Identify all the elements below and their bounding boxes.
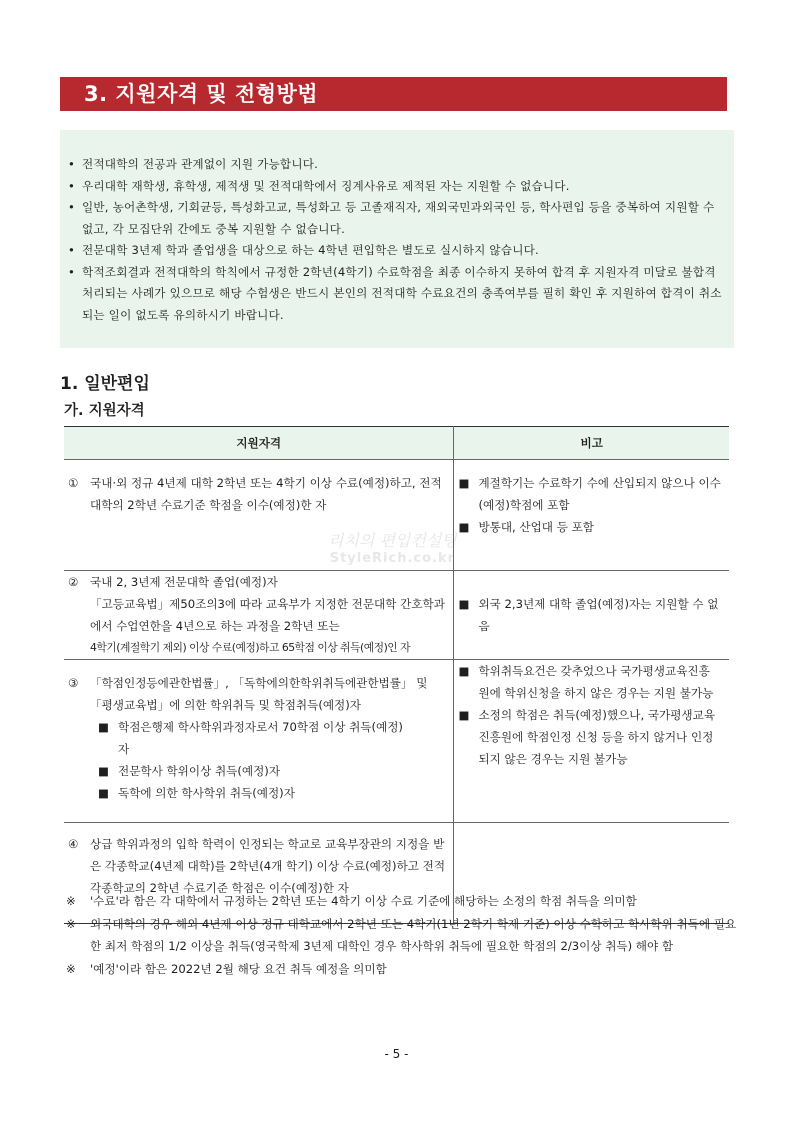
- watermark-line: 리치의 편입컨설팅: [328, 531, 457, 550]
- footnote: [64, 958, 744, 981]
- heading-general-transfer: 1. 일반편입: [60, 374, 150, 394]
- table-row: [64, 460, 729, 571]
- square-bullet-icon: ■: [458, 708, 470, 722]
- square-bullet-icon: ■: [458, 476, 470, 490]
- footnote-text: 외국대학의 경우 해외 4년제 이상 정규 대학교에서 2학년 또는 4학기(1년 2학기 학제 기준) 이상 수학하고 학사학위 취득에 필요한 최저 학점의 1/2 이상을 취득(영국학제 3년제 대학인 경우 학사학위 취득에 필요한 학점의 2/3이상 취득) 해야 함: [90, 916, 737, 953]
- remarks-cell: [454, 571, 729, 660]
- qualification-cell: [64, 571, 454, 660]
- heading-qualifications: 가. 지원자격: [64, 403, 145, 419]
- row-number: ③: [68, 676, 79, 690]
- reference-mark-icon: ※: [66, 961, 76, 976]
- remarks-cell: [454, 460, 729, 571]
- reference-mark-icon: ※: [66, 894, 76, 908]
- header-remarks: 비고: [454, 427, 729, 460]
- notice-item: • 학적조회결과 전적대학의 학칙에서 규정한 2학년(4학기) 수료학점을 최종 이수하지 못하여 합격 후 지원자격 미달로 불합격 처리되는 사례가 있으므로 해당 수험생은 반드시 본인의 전적대학 수료요건의 충족여부를 필히 확인 후 지원하여 합격이 취소되는 일이 없도록 유의하시기 바랍니다.: [68, 262, 724, 327]
- square-bullet-icon: ■: [458, 664, 470, 678]
- footnote-text: '수료'라 함은 각 대학에서 규정하는 2학년 또는 4학기 이상 수료 기준에 해당하는 소정의 학점 취득을 의미함: [90, 894, 637, 908]
- sub-item-text: 전문학사 학위이상 취득(예정)자: [118, 764, 281, 778]
- square-bullet-icon: ■: [98, 720, 109, 734]
- table-row: [64, 571, 729, 660]
- remark-text: 방통대, 산업대 등 포함: [478, 520, 594, 534]
- notice-item: • 전적대학의 전공과 관계없이 지원 가능합니다.: [68, 154, 724, 176]
- reference-mark-icon: ※: [66, 916, 76, 931]
- qualification-text: 국내·외 정규 4년제 대학 2학년 또는 4학기 이상 수료(예정)하고, 전적대학의 2학년 수료기준 학점을 이수(예정)한 자: [90, 476, 442, 512]
- square-bullet-icon: ■: [98, 764, 109, 778]
- notice-item: • 전문대학 3년제 학과 졸업생을 대상으로 하는 4학년 편입학은 별도로 실시하지 않습니다.: [68, 240, 724, 262]
- row-number: ①: [68, 476, 79, 490]
- qualification-text: 「학점인정등에관한법률」, 「독학에의한학위취득에관한법률」 및 「평생교육법」에 의한 학위취득 및 학점취득(예정)자: [90, 676, 428, 712]
- row-number: ②: [68, 575, 79, 589]
- square-bullet-icon: ■: [458, 597, 470, 611]
- qualification-cell: [64, 460, 454, 571]
- watermark-line: StyleRich.co.kr: [329, 551, 456, 566]
- footnote: [64, 913, 744, 958]
- notice-item: • 우리대학 재학생, 휴학생, 제적생 및 전적대학에서 징계사유로 제적된 자는 지원할 수 없습니다.: [68, 176, 724, 198]
- qualification-text: 4학기(계절학기 제외) 이상 수료(예정)하고 65학점 이상 취득(예정)인 자: [90, 641, 411, 654]
- table-row: [64, 660, 729, 823]
- qualification-text: 상급 학위과정의 입학 학력이 인정되는 학교로 교육부장관의 지정을 받은 각종학교(4년제 대학)를 2학년(4개 학기) 이상 수료(예정)하고 전적 각종학교의 2학년 수료기준 학점은 이수(예정)한 자: [90, 837, 446, 895]
- sub-item-text: 학점은행제 학사학위과정자로서 70학점 이상 취득(예정)자: [118, 720, 403, 756]
- page-number: - 5 -: [384, 1047, 409, 1061]
- qualification-text: 「고등교육법」제50조의3에 따라 교육부가 지정한 전문대학 간호학과에서 수업연한을 4년으로 하는 과정을 2학년 또는: [90, 597, 445, 633]
- sub-item-text: 독학에 의한 학사학위 취득(예정)자: [118, 786, 295, 800]
- qualification-cell: [64, 660, 454, 823]
- remark-text: 외국 2,3년제 대학 졸업(예정)자는 지원할 수 없음: [478, 597, 719, 633]
- header-qualification: 지원자격: [64, 427, 454, 460]
- qualification-text: 국내 2, 3년제 전문대학 졸업(예정)자: [90, 575, 278, 589]
- qualifications-table: [64, 426, 729, 924]
- notice-list: [68, 154, 724, 326]
- remark-text: 소정의 학점은 취득(예정)했으나, 국가평생교육진흥원에 학점인정 신청 등을 하지 않거나 인정되지 않은 경우는 지원 불가능: [478, 708, 716, 766]
- footnote: [64, 890, 744, 913]
- row-number: ④: [68, 837, 79, 851]
- remark-text: 학위취득요건은 갖추었으나 국가평생교육진흥원에 학위신청을 하지 않은 경우는 지원 불가능: [478, 664, 714, 700]
- remarks-cell: [454, 660, 729, 823]
- section-title: 3. 지원자격 및 전형방법: [60, 77, 727, 111]
- footnotes: [64, 890, 744, 980]
- square-bullet-icon: ■: [98, 786, 109, 800]
- notice-item: • 일반, 농어촌학생, 기회균등, 특성화고교, 특성화고 등 고졸재직자, 재외국민과외국인 등, 학사편입 등을 중복하여 지원할 수 없고, 각 모집단위 간에도 중복 지원할 수 없습니다.: [68, 197, 724, 240]
- table-header-row: [64, 427, 729, 460]
- notice-box: [60, 130, 734, 348]
- square-bullet-icon: ■: [458, 520, 470, 534]
- footnote-text: '예정'이라 함은 2022년 2월 해당 요건 취득 예정을 의미함: [90, 961, 387, 976]
- remark-text: 계절학기는 수료학기 수에 산입되지 않으나 이수(예정)학점에 포함: [478, 476, 721, 512]
